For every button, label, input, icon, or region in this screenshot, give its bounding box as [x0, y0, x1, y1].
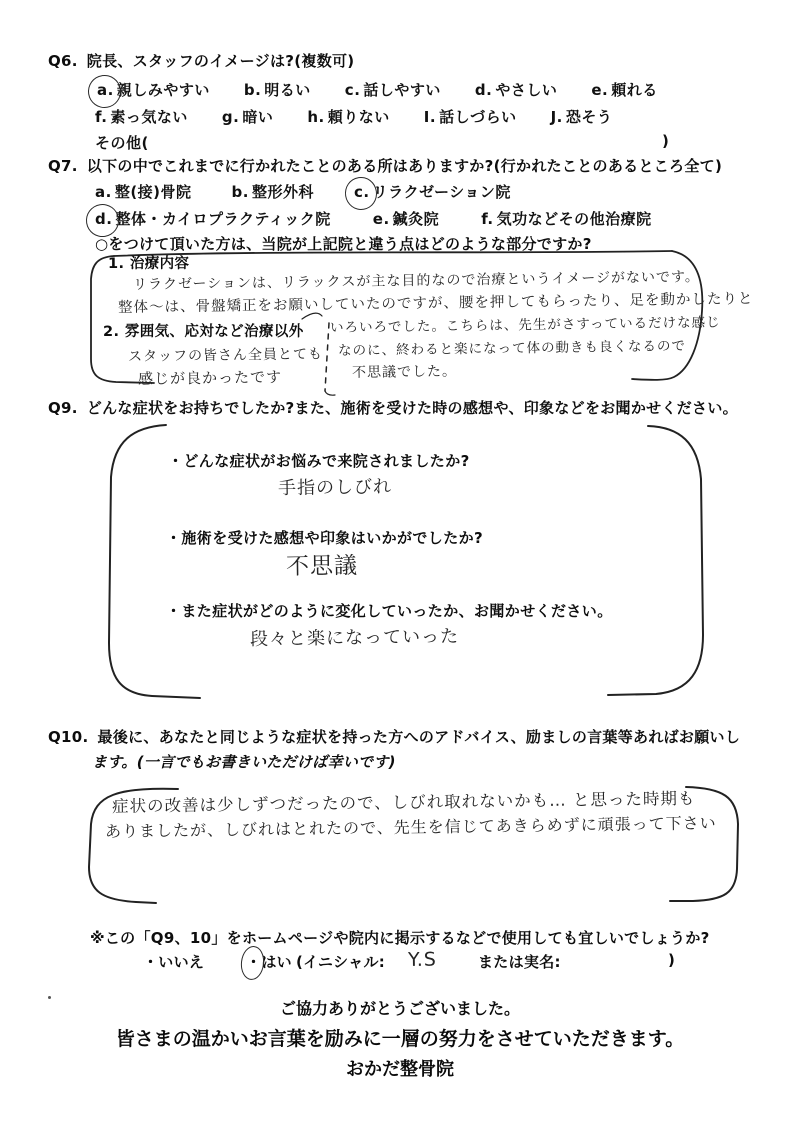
q9-subquestion-2: ・施術を受けた感想や印象はいかがでしたか?: [166, 529, 484, 547]
q7-title: 以下の中でこれまでに行かれたことのある所はありますか?(行かれたことのあるところ全て): [86, 157, 723, 175]
permission-initial-label: (イニシャル:: [296, 953, 386, 971]
q7-handwritten-line1: リラクゼーションは、リラックスが主な目的なので治療というイメージがないです。: [132, 269, 700, 293]
permission-close-paren: ): [668, 951, 676, 969]
q7-option-a[interactable]: a. 整(接)骨院: [95, 183, 192, 201]
q6-a-selection-circle: a.: [97, 81, 114, 99]
q7-answer-item1-label: 1. 治療内容: [108, 256, 190, 272]
q6-number: Q6.: [48, 52, 78, 70]
q10-title-line1: 最後に、あなたと同じような症状を持った方へのアドバイス、励ましの言葉等あればお願いし: [97, 728, 741, 746]
q6-option-h[interactable]: h. 頼りない: [307, 108, 390, 126]
q9-handwritten-answer-2: 不思議: [285, 552, 359, 580]
q9-title: どんな症状をお持ちでしたか?また、施術を受けた時の感想や、印象などをお聞かせください。: [86, 399, 738, 417]
permission-yes-selection-circle: ・: [246, 953, 262, 971]
q9-handwritten-answer-1: 手指のしびれ: [277, 476, 393, 499]
permission-option-no[interactable]: ・いいえ: [143, 953, 205, 971]
q7-option-c[interactable]: c. リラクゼーション院: [354, 183, 511, 201]
q6-option-i[interactable]: I. 話しづらい: [423, 108, 517, 126]
q7-handwritten-right1: いろいろでした。こちらは、先生がさすっているだけな感じ: [329, 314, 721, 336]
q7-heading: [48, 155, 722, 176]
q9-subquestion-3: ・また症状がどのように変化していったか、お聞かせください。: [166, 602, 613, 620]
q7-handwritten-left1: スタッフの皆さん全員とても: [127, 346, 324, 365]
permission-note: ※この「Q9、10」をホームページや院内に掲示するなどで使用しても宜しいでしょうか?: [90, 929, 710, 947]
q6-option-b[interactable]: b. 明るい: [243, 81, 311, 99]
permission-realname-label: または実名:: [478, 953, 561, 971]
q7-note: ○をつけて頂いた方は、当院が上記院と違う点はどのような部分ですか?: [95, 235, 592, 253]
permission-initial-handwritten-value: Y.S: [407, 948, 438, 971]
q7-option-e[interactable]: e. 鍼灸院: [372, 210, 440, 228]
q6-options-row1: [97, 79, 658, 100]
q10-heading-line2: ます。(一言でもお書きいただけば幸いです): [92, 753, 396, 771]
footer-thanks-line: ご協力ありがとうございました。: [279, 999, 520, 1018]
q9-subquestion-1: ・どんな症状がお悩みで来院されましたか?: [168, 452, 470, 470]
permission-option-yes[interactable]: ・はい: [246, 953, 292, 971]
scan-speck: [48, 996, 51, 999]
column-divider-dashed-line: [325, 323, 329, 391]
q6-title: 院長、スタッフのイメージは?(複数可): [86, 52, 355, 70]
q7-handwritten-left2: 感じが良かったです: [137, 367, 283, 388]
q9-handwritten-answer-3: 段々と楽になっていった: [249, 626, 460, 650]
footer-clinic-name: おかだ整骨院: [346, 1059, 454, 1080]
q9-number: Q9.: [48, 399, 78, 417]
q6-option-j[interactable]: J. 恐そう: [550, 108, 613, 126]
q7-option-b[interactable]: b. 整形外科: [231, 183, 314, 201]
q6-options-row2: [95, 106, 612, 127]
q7-answer-item2-label: 2. 雰囲気、応対など治療以外: [103, 324, 304, 340]
q7-c-selection-circle: c.: [354, 183, 370, 201]
q7-d-selection-circle: d.: [95, 210, 113, 228]
q10-number: Q10.: [48, 728, 89, 746]
q10-handwritten-line2: ありましたが、しびれはとれたので、先生を信じてあきらめずに頑張って下さい: [104, 813, 717, 841]
q6-other-close: ): [662, 132, 670, 150]
q7-options-row2: [95, 208, 652, 229]
q7-number: Q7.: [48, 157, 78, 175]
q6-option-c[interactable]: c. 話しやすい: [344, 81, 441, 99]
q10-heading-line1: [48, 726, 740, 747]
q6-other-field[interactable]: その他(: [95, 134, 149, 152]
q7-option-d[interactable]: d. 整体・カイロプラクティック院: [95, 210, 331, 228]
q7-options-row1: [95, 181, 511, 202]
q7-handwritten-right3: 不思議でした。: [351, 363, 458, 381]
q6-option-e[interactable]: e. 頼れる: [591, 81, 658, 99]
q6-option-a[interactable]: a. 親しみやすい: [97, 81, 210, 99]
q7-handwritten-line2: 整体〜は、骨盤矯正をお願いしていたのですが、腰を押してもらったり、足を動かしたりと: [117, 291, 754, 316]
q10-handwritten-line1: 症状の改善は少しずつだったので、しびれ取れないかも… と思った時期も: [111, 788, 696, 816]
q6-option-g[interactable]: g. 暗い: [221, 108, 274, 126]
footer-message-line: 皆さまの温かいお言葉を励みに一層の努力をさせていただきます。: [115, 1028, 685, 1050]
q6-heading: [48, 50, 354, 71]
q7-option-f[interactable]: f. 気功などその他治療院: [481, 210, 652, 228]
q7-handwritten-right2: なのに、終わると楽になって体の動きも良くなるので: [337, 338, 687, 359]
q6-option-f[interactable]: f. 素っ気ない: [95, 108, 188, 126]
q6-option-d[interactable]: d. やさしい: [474, 81, 558, 99]
